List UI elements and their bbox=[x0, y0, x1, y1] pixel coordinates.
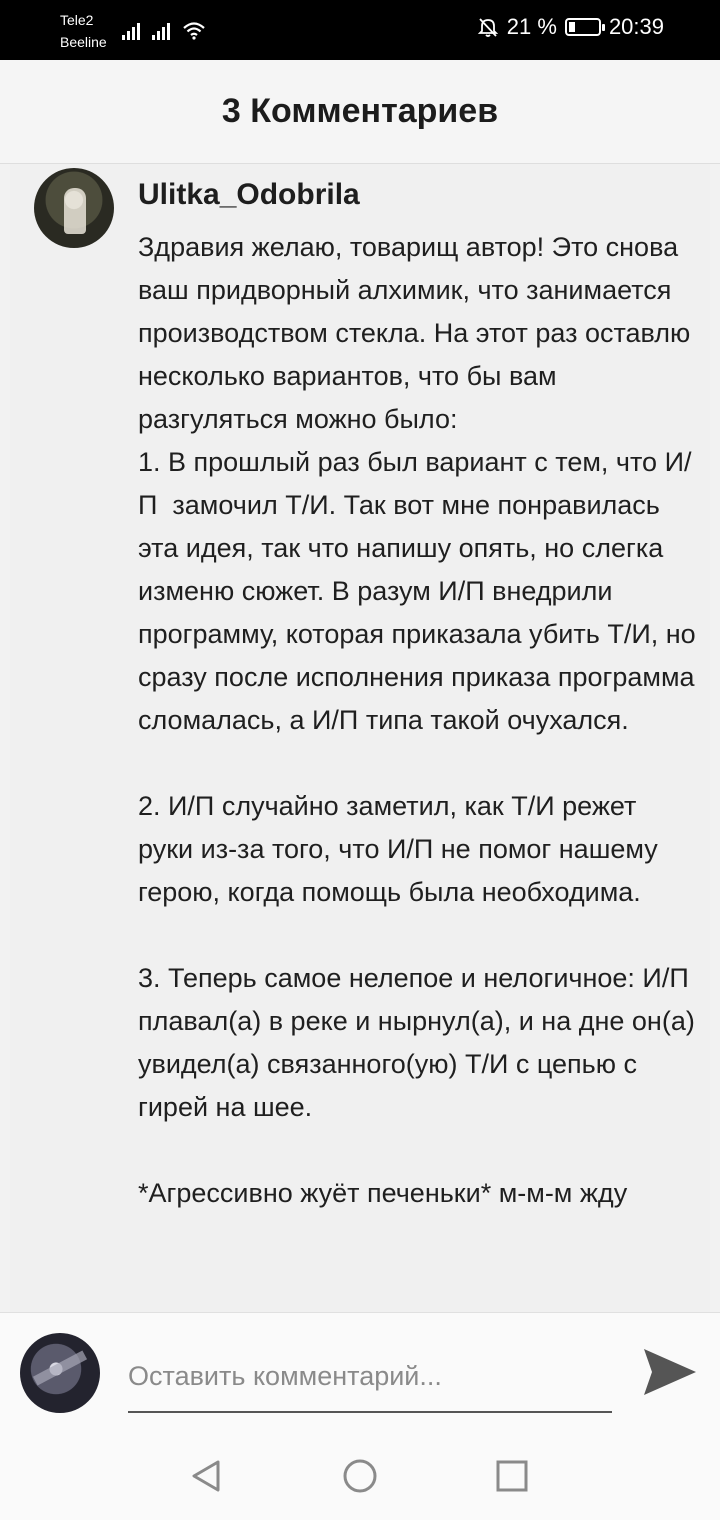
comment-input[interactable] bbox=[128, 1349, 612, 1413]
battery-percent: 21 % bbox=[506, 14, 557, 39]
recent-apps-icon[interactable] bbox=[494, 1458, 530, 1494]
page-title: 3 Комментариев bbox=[221, 92, 499, 130]
clock: 20:39 bbox=[608, 14, 664, 39]
comment-input-bar bbox=[0, 1312, 720, 1430]
battery-level-fill bbox=[569, 22, 575, 32]
back-icon[interactable] bbox=[188, 1458, 224, 1494]
comment-list[interactable] bbox=[10, 164, 710, 1312]
send-icon[interactable] bbox=[640, 1343, 698, 1401]
carrier-2: Beeline bbox=[60, 34, 107, 50]
network-indicators bbox=[122, 20, 206, 40]
avatar bbox=[20, 1333, 100, 1413]
signal-icon bbox=[122, 20, 140, 40]
signal-icon bbox=[152, 20, 170, 40]
comments-header bbox=[0, 60, 720, 164]
wifi-icon bbox=[182, 20, 206, 40]
status-bar bbox=[0, 0, 720, 60]
comment-author[interactable]: Ulitka_Odobrila bbox=[138, 178, 360, 211]
mute-icon bbox=[477, 16, 499, 38]
carrier-names bbox=[60, 9, 107, 53]
avatar[interactable] bbox=[34, 168, 114, 248]
battery-icon bbox=[565, 18, 601, 36]
home-icon[interactable] bbox=[342, 1458, 378, 1494]
status-right bbox=[477, 14, 664, 40]
carrier-1: Tele2 bbox=[60, 12, 94, 28]
navigation-bar bbox=[0, 1430, 720, 1520]
comment-text: Здравия желаю, товарищ автор! Это снова ваш придворный алхимик, что занимается производством стекла. На этот раз оставлю несколько вариантов, что бы вам разгуляться можно было: 1. В прошлый раз был вариант с тем, что И/П замочил Т/И. Так вот мне понравилась эта идея, так что напишу опять, но слегка изменю сюжет. В разум И/П внедрили программу, которая приказала убить Т/И, но сразу после исполнения приказа программа сломалась, а И/П типа такой очухался. 2. И/П случайно заметил, как Т/И режет руки из-за того, что И/П не помог нашему герою, когда помощь была необходима. 3. Теперь самое нелепое и нелогичное: И/П плавал(а) в реке и нырнул(а), и на дне он(а) увидел(а) связанного(ую) Т/И с цепью с гирей на шее. *Агрессивно жуёт печеньки* м-м-м жду bbox=[138, 232, 696, 1208]
